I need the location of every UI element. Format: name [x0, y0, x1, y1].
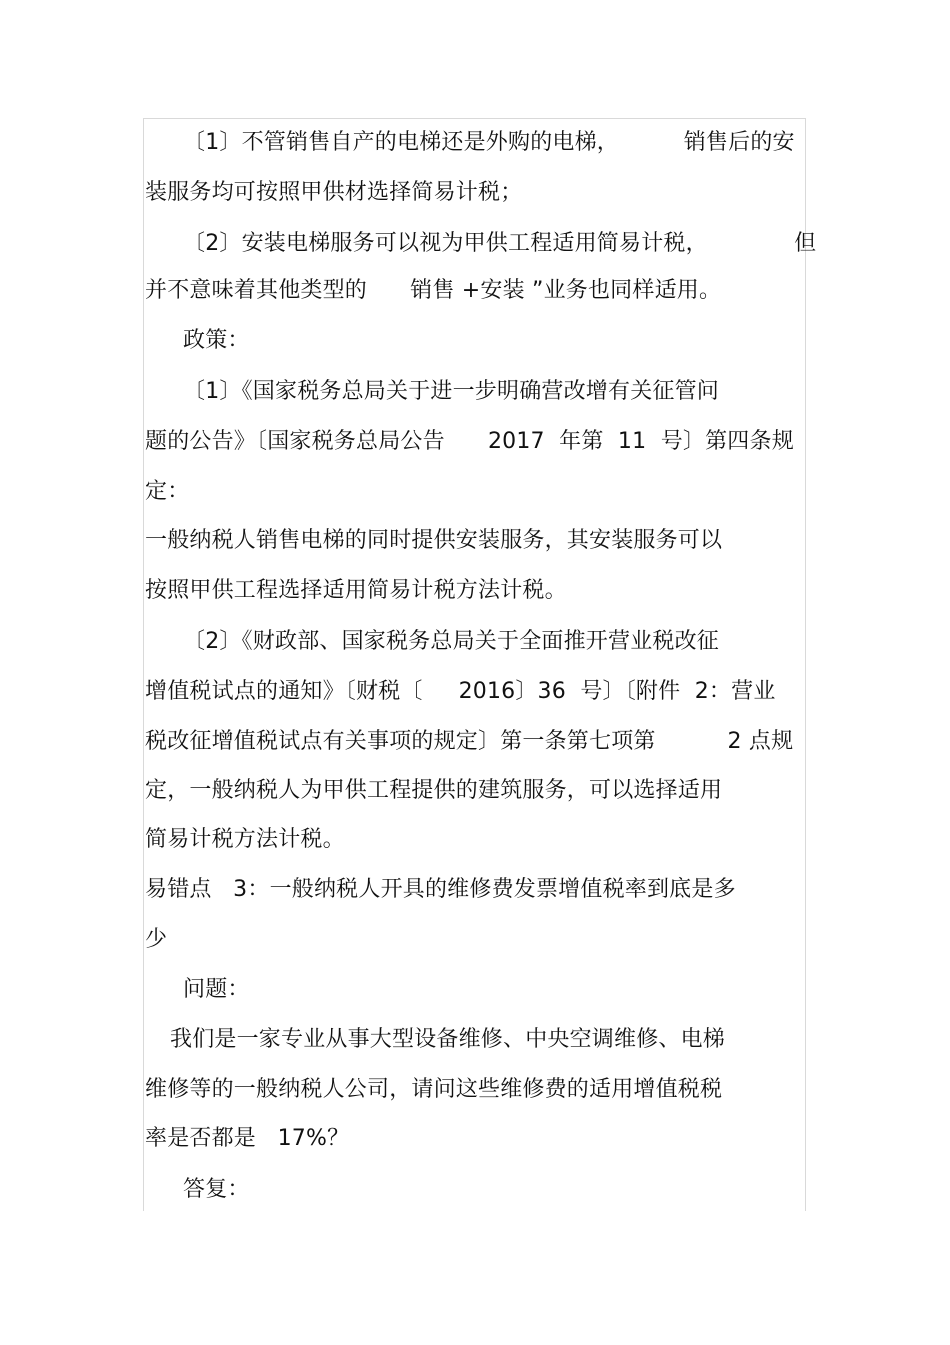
text-line: 一般纳税人销售电梯的同时提供安装服务，其安装服务可以 [145, 528, 723, 553]
text-line: 维修等的一般纳税人公司，请问这些维修费的适用增值税税 [145, 1077, 723, 1102]
text-line: 简易计税方法计税。 [145, 827, 345, 852]
text-line: 按照甲供工程选择适用简易计税方法计税。 [145, 578, 567, 603]
text-line: 题的公告》〔国家税务总局公告 2017 年第 11 号〕第四条规 [145, 429, 794, 454]
section-heading: 答复： [183, 1177, 250, 1202]
text-line: 装服务均可按照甲供材选择简易计税； [145, 180, 523, 205]
text-line: 〔2〕《财政部、国家税务总局关于全面推开营业税改征 [183, 629, 719, 654]
section-heading: 政策： [183, 328, 250, 353]
text-line: 并不意味着其他类型的 销售 +安装 ”业务也同样适用。 [145, 278, 722, 303]
text-line: 定： [145, 479, 190, 504]
section-heading: 易错点 3：一般纳税人开具的维修费发票增值税率到底是多 [145, 877, 736, 902]
text-line: 少 [145, 927, 168, 952]
text-line: 率是否都是 17%？ [145, 1126, 350, 1151]
text-line: 我们是一家专业从事大型设备维修、中央空调维修、电梯 [170, 1027, 726, 1052]
text-line: 〔2〕安装电梯服务可以视为甲供工程适用简易计税， 但 [183, 231, 817, 256]
text-line: 增值税试点的通知》〔财税〔 2016〕36 号〕〔附件 2：营业 [145, 679, 776, 704]
text-line: 税改征增值税试点有关事项的规定〕第一条第七项第 2 点规 [145, 729, 794, 754]
text-line: 定，一般纳税人为甲供工程提供的建筑服务，可以选择适用 [145, 778, 723, 803]
text-line: 〔1〕不管销售自产的电梯还是外购的电梯， 销售后的安 [183, 130, 795, 155]
text-line: 〔1〕《国家税务总局关于进一步明确营改增有关征管问 [183, 379, 719, 404]
section-heading: 问题： [183, 977, 250, 1002]
